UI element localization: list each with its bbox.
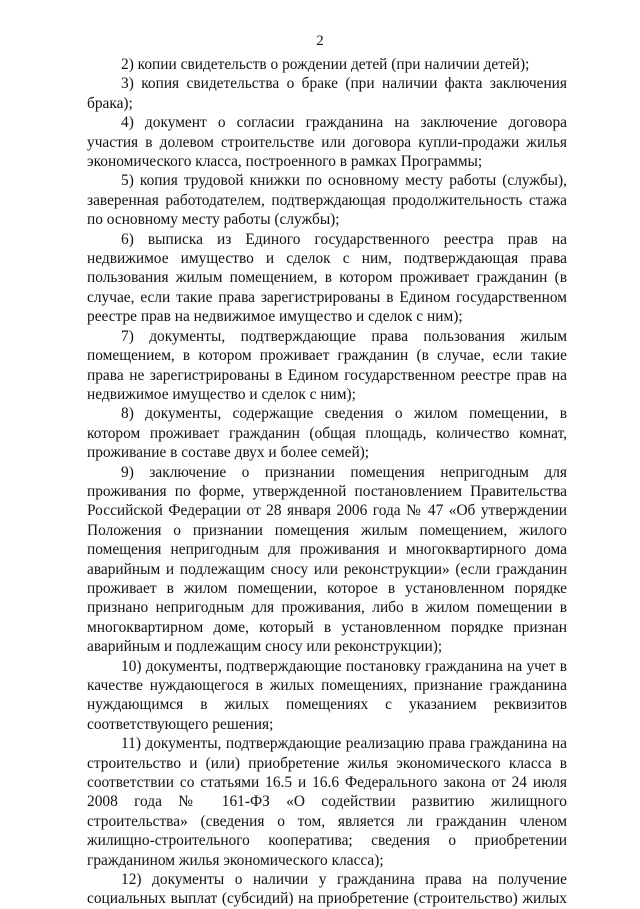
document-body [87, 55, 567, 909]
list-item-7: 7) документы, подтверждающие права пользования жилым помещением, в котором проживает гражданин (в случае, если такие права не зарегистрированы в Едином государственном реестре прав на недвижимое имущество и сделок с ним); [87, 327, 567, 403]
list-item-10: 10) документы, подтверждающие постановку гражданина на учет в качестве нуждающегося в жилых помещениях, признание гражданина нуждающимся в жилых помещениях с указанием реквизитов соответствующего решения; [87, 657, 567, 733]
page-number: 2 [316, 33, 324, 49]
list-item-9: 9) заключение о признании помещения непригодным для проживания по форме, утвержденной постановлением Правительства Российской Федерации от 28 января 2006 года № 47 «Об утверждении Положения о признании помещения жилым помещением, жилого помещения непригодным для проживания и многоквартирного дома аварийным и подлежащим сносу или реконструкции» (если гражданин проживает в жилом помещении, которое в установленном порядке признано непригодным для проживания, либо в жилом помещении в многоквартирном доме, который в установленном порядке признан аварийным и подлежащим сносу или реконструкции); [87, 463, 567, 656]
list-item-8: 8) документы, содержащие сведения о жилом помещении, в котором проживает гражданин (общая площадь, количество комнат, проживание в составе двух и более семей); [87, 405, 567, 462]
list-item-6: 6) выписка из Единого государственного реестра прав на недвижимое имущество и сделок с ним, подтверждающая права пользования жилым помещением, в котором проживает гражданин (в случае, если такие права зарегистрированы в Едином государственном реестре прав на недвижимое имущество и сделок с ним); [87, 230, 567, 326]
list-item-2: 2) копии свидетельств о рождении детей (при наличии детей); [121, 56, 530, 73]
list-item-5: 5) копия трудовой книжки по основному месту работы (службы), заверенная работодателем, подтверждающая продолжительность стажа по основному месту работы (службы); [87, 172, 567, 229]
list-item-3: 3) копия свидетельства о браке (при наличии факта заключения брака); [87, 75, 567, 112]
list-item-12: 12) документы о наличии у гражданина права на получение социальных выплат (субсидий) на приобретение (строительство) жилых [87, 871, 567, 908]
list-item-4: 4) документ о согласии гражданина на заключение договора участия в долевом строительстве или договора купли-продажи жилья экономического класса, построенного в рамках Программы; [87, 114, 567, 171]
list-item-11: 11) документы, подтверждающие реализацию права гражданина на строительство и (или) приобретение жилья экономического класса в соответствии со статьями 16.5 и 16.6 Федерального закона от 24 июля 2008 года № 161-ФЗ «О содействии развитию жилищного строительства» (сведения о том, является ли гражданин членом жилищно-строительного кооператива; сведения о приобретении гражданином жилья экономического класса); [87, 735, 567, 869]
